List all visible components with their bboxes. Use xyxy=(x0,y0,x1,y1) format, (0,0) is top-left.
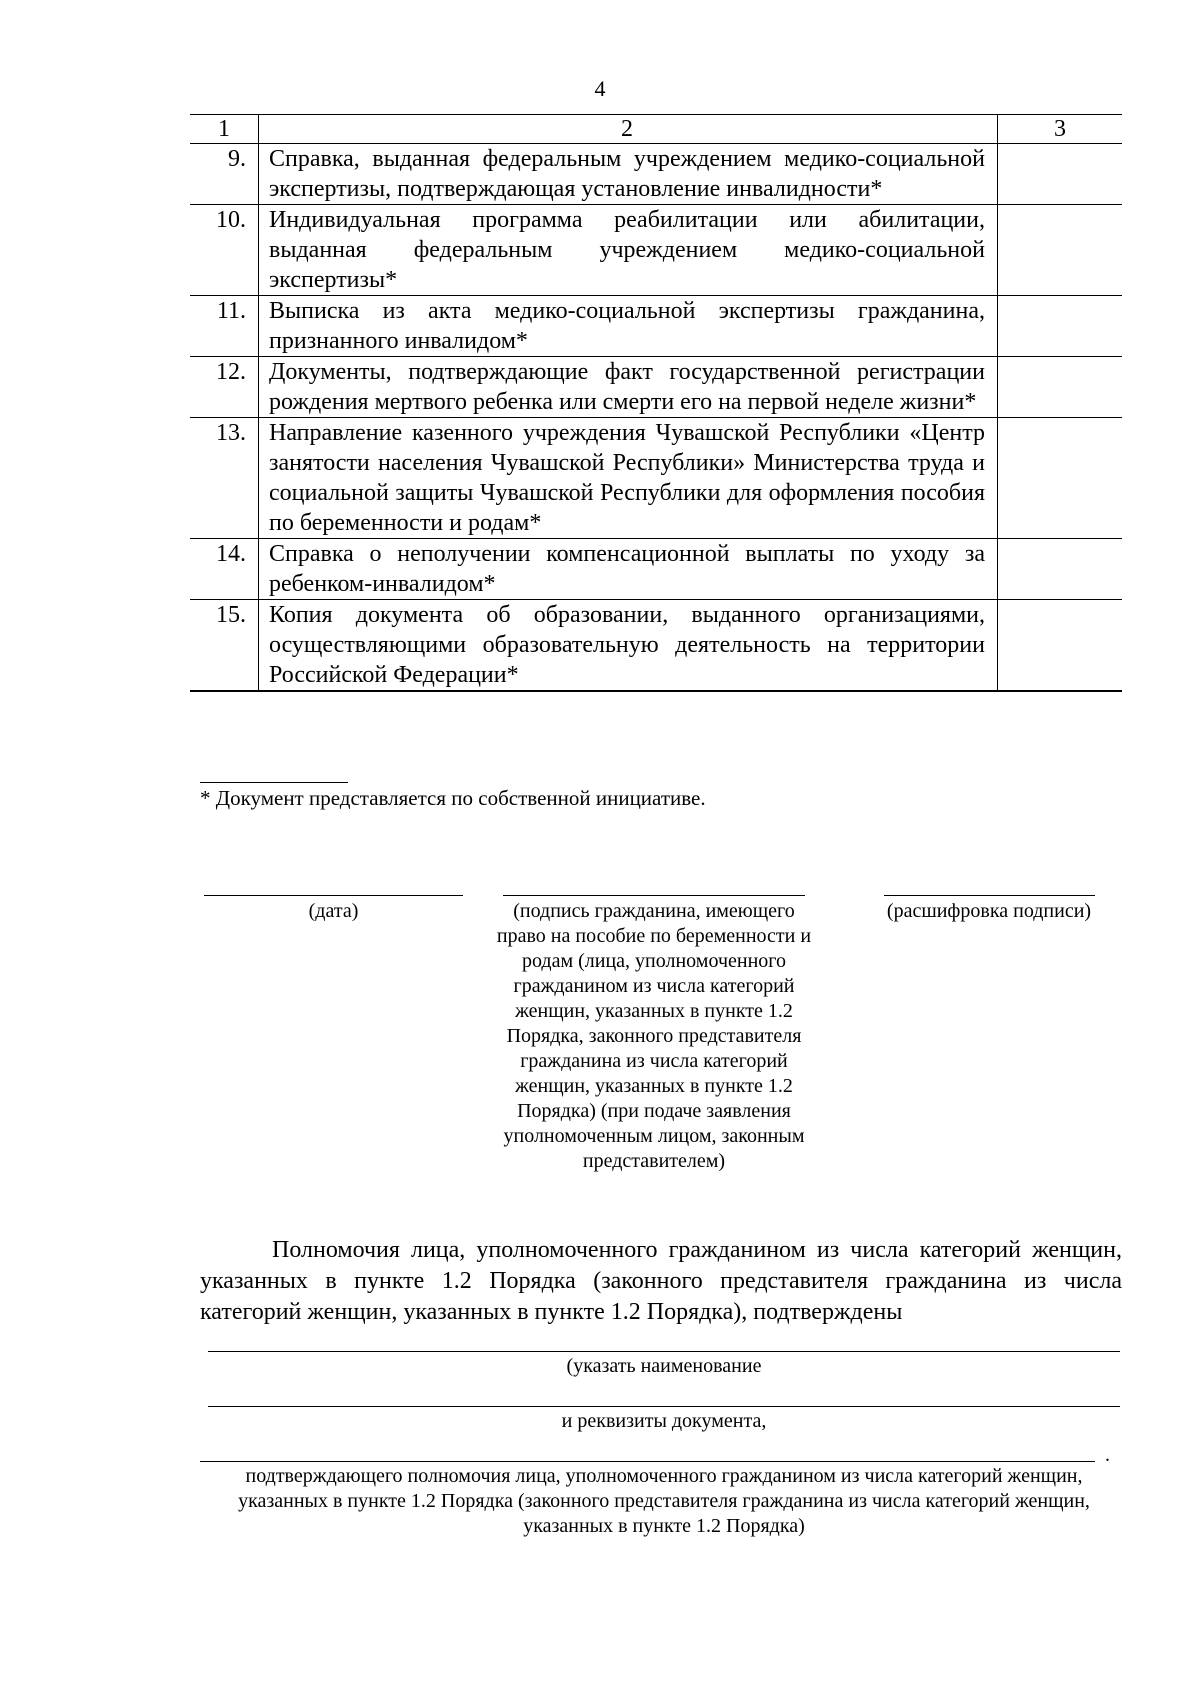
row-number: 14. xyxy=(190,539,259,600)
documents-table xyxy=(190,114,1122,692)
authority-document-caption: подтверждающего полномочия лица, уполномоченного гражданином из числа категорий женщин, указанных в пункте 1.2 Порядка (законного представителя гражданина из числа категорий женщин, указанных в пункте 1.2 Порядка) xyxy=(238,1465,1090,1537)
row-mark-cell xyxy=(998,357,1123,418)
row-mark-cell xyxy=(998,144,1123,205)
column-header-mark: 3 xyxy=(998,115,1123,144)
table-header-row xyxy=(190,115,1122,144)
row-document-text: Документы, подтверждающие факт государственной регистрации рождения мертвого ребенка или смерти его на первой неделе жизни* xyxy=(259,357,998,418)
row-number: 10. xyxy=(190,205,259,296)
row-number: 13. xyxy=(190,418,259,539)
row-number: 9. xyxy=(190,144,259,205)
footnote-separator xyxy=(200,782,348,783)
date-line xyxy=(204,895,463,896)
line-end-mark: . xyxy=(1105,1444,1110,1466)
table-row xyxy=(190,144,1122,205)
row-document-text: Направление казенного учреждения Чувашской Республики «Центр занятости населения Чувашской Республики» Министерства труда и социальной защиты Чувашской Республики для оформления пособия по беременности и родам* xyxy=(259,418,998,539)
authority-document-line xyxy=(200,1461,1095,1462)
table-row xyxy=(190,418,1122,539)
table-row xyxy=(190,296,1122,357)
signature-caption: (подпись гражданина, имеющего право на пособие по беременности и родам (лица, уполномоченного гражданином из числа категорий женщин, указанных в пункте 1.2 Порядка, законного представителя гражданина из числа категорий женщин, указанных в пункте 1.2 Порядка) (при подаче заявления уполномоченным лицом, законным представителем) xyxy=(496,900,812,1172)
document-requisites-caption: и реквизиты документа, xyxy=(561,1410,767,1432)
decoding-caption: (расшифровка подписи) xyxy=(886,900,1092,922)
footnote-text: * Документ представляется по собственной инициативе. xyxy=(200,786,706,810)
signature-line xyxy=(503,895,805,896)
table-row xyxy=(190,205,1122,296)
row-number: 15. xyxy=(190,600,259,692)
row-mark-cell xyxy=(998,296,1123,357)
document-name-line xyxy=(208,1351,1120,1352)
row-document-text: Выписка из акта медико-социальной экспертизы гражданина, признанного инвалидом* xyxy=(259,296,998,357)
row-number: 12. xyxy=(190,357,259,418)
column-header-number: 1 xyxy=(190,115,259,144)
table-row xyxy=(190,600,1122,692)
document-requisites-line xyxy=(208,1406,1120,1407)
row-mark-cell xyxy=(998,205,1123,296)
decoding-line xyxy=(884,895,1095,896)
row-mark-cell xyxy=(998,539,1123,600)
row-mark-cell xyxy=(998,600,1123,692)
authority-paragraph xyxy=(200,1235,1122,1328)
column-header-document: 2 xyxy=(259,115,998,144)
document-name-caption: (указать наименование xyxy=(566,1355,762,1377)
table-row xyxy=(190,357,1122,418)
row-number: 11. xyxy=(190,296,259,357)
authority-text: Полномочия лица, уполномоченного гражданином из числа категорий женщин, указанных в пункте 1.2 Порядка (законного представителя гражданина из числа категорий женщин, указанных в пункте 1.2 Порядка), подтверждены xyxy=(200,1237,1122,1325)
table-row xyxy=(190,539,1122,600)
row-mark-cell xyxy=(998,418,1123,539)
date-caption: (дата) xyxy=(308,900,359,922)
row-document-text: Копия документа об образовании, выданного организациями, осуществляющими образовательную деятельность на территории Российской Федерации* xyxy=(259,600,998,692)
row-document-text: Справка, выданная федеральным учреждением медико-социальной экспертизы, подтверждающая установление инвалидности* xyxy=(259,144,998,205)
row-document-text: Справка о неполучении компенсационной выплаты по уходу за ребенком-инвалидом* xyxy=(259,539,998,600)
row-document-text: Индивидуальная программа реабилитации или абилитации, выданная федеральным учреждением медико-социальной экспертизы* xyxy=(259,205,998,296)
page-number: 4 xyxy=(594,76,606,101)
